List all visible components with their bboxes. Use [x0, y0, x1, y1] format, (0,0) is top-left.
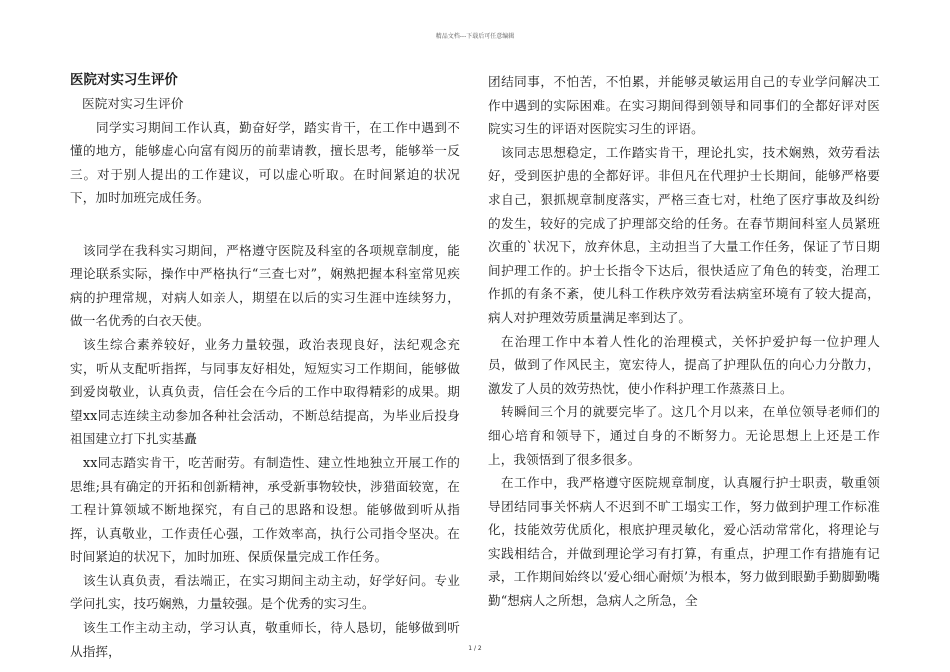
paragraph: 在工作中，我严格遵守医院规章制度，认真履行护士职责，敬重领导团结同事关怀病人不迟到不旷工塌实工作，努力做到护理工作标准化，技能效劳优质化，根底护理灵敏化，爱心活动常常化，将理论与实践相结合，并做到理论学习有打算，有重点，护理工作有措施有记录，工作期间始终以‘爱心细心耐烦’为根本，努力做到眼勤手勤脚勤嘴勤“想病人之所想，急病人之所急，全 [488, 475, 880, 609]
paragraph: 该同志思想稳定，工作踏实肯干，理论扎实，技术娴熟，效劳看法好，受到医护患的全都好评。非但凡在代理护士长期间，能够严格要求自己，狠抓规章制度落实，严格三查七对，杜绝了医疗事故及纠纷的发生，较好的完成了护理部交给的任务。在春节期间科室人员紧班次重的`状况下，放弃休息，主动担当了大量工作任务，保证了节日期间护理工作的。护士长指令下达后，很快适应了角色的转变，治理工作抓的有条不紊，使儿科工作秩序效劳看法病室环境有了较大提高，病人对护理效劳质量满足率到达了。 [488, 144, 880, 325]
paragraph: 同学实习期间工作认真，勤奋好学，踏实肯干，在工作中遇到不懂的地方，能够虚心向富有阅历的前辈请教，擅长思考，能够举一反三。对于别人提出的工作建议，可以虚心听取。在时间紧迫的状况下，加时加班完成任务。 [70, 119, 460, 206]
document-subtitle: 医院对实习生评价 [82, 96, 184, 111]
page-number: 1 / 2 [468, 645, 482, 652]
paragraph: 转瞬间三个月的就要完毕了。这几个月以来，在单位领导老师们的细心培育和领导下，通过自身的不断努力。无论思想上上还是工作上，我领悟到了很多很多。 [488, 404, 880, 467]
paragraph: 该同学在我科实习期间，严格遵守医院及科室的各项规章制度，能理论联系实际，操作中严格执行“三查七对”，娴熟把握本科室常见疾病的护理常规，对病人如亲人，期望在以后的实习生涯中连续努力，做一名优秀的白衣天使。 [70, 242, 460, 329]
paragraph: 在治理工作中本着人性化的治理模式，关怀护爱护每一位护理人员，做到了作风民主，宽宏待人，提高了护理队伍的向心力分散力，激发了人员的效劳热忱，使小作科护理工作蒸蒸日上。 [488, 333, 880, 396]
paragraph: 该生工作主动主动，学习认真，敬重师长，待人恳切，能够做到听从指挥， [70, 620, 460, 659]
blank-line [70, 210, 460, 234]
document-title: 医院对实习生评价 [70, 73, 178, 88]
right-column [488, 70, 880, 613]
paragraph: 该生综合素养较好，业务力量较强，政治表现良好，法纪观念充实，听从支配听指挥，与同事友好相处，短短实习工作期间，能够做到爱岗敬业，认真负责，信任会在今后的工作中取得精彩的成果。期望xx同志连续主动参加各种社会活动，不断总结提高，为毕业后投身祖国建立打下扎实基矗 [70, 336, 460, 447]
page-header: 精品文档---下载后可任意编辑 [435, 33, 515, 40]
paragraph-continued: 团结同事，不怕苦，不怕累，并能够灵敏运用自己的专业学问解决工作中遇到的实际困难。在实习期间得到领导和同事们的全都好评对医院实习生的评语对医院实习生的评语。 [488, 74, 880, 137]
paragraph: 该生认真负责，看法端正，在实习期间主动主动，好学好问。专业学问扎实，技巧娴熟，力量较强。是个优秀的实习生。 [70, 572, 460, 612]
paragraph: xx同志踏实肯干，吃苦耐劳。有制造性、建立性地独立开展工作的思维;具有确定的开拓和创新精神，承受新事物较快，涉猎面较宽，在工程计算领域不断地探究，有自己的思路和设想。能够做到听从指挥，认真敬业，工作责任心强，工作效率高，执行公司指令坚决。在时间紧迫的状况下，加时加班、保质保量完成工作任务。 [70, 454, 460, 565]
left-column [70, 70, 460, 663]
